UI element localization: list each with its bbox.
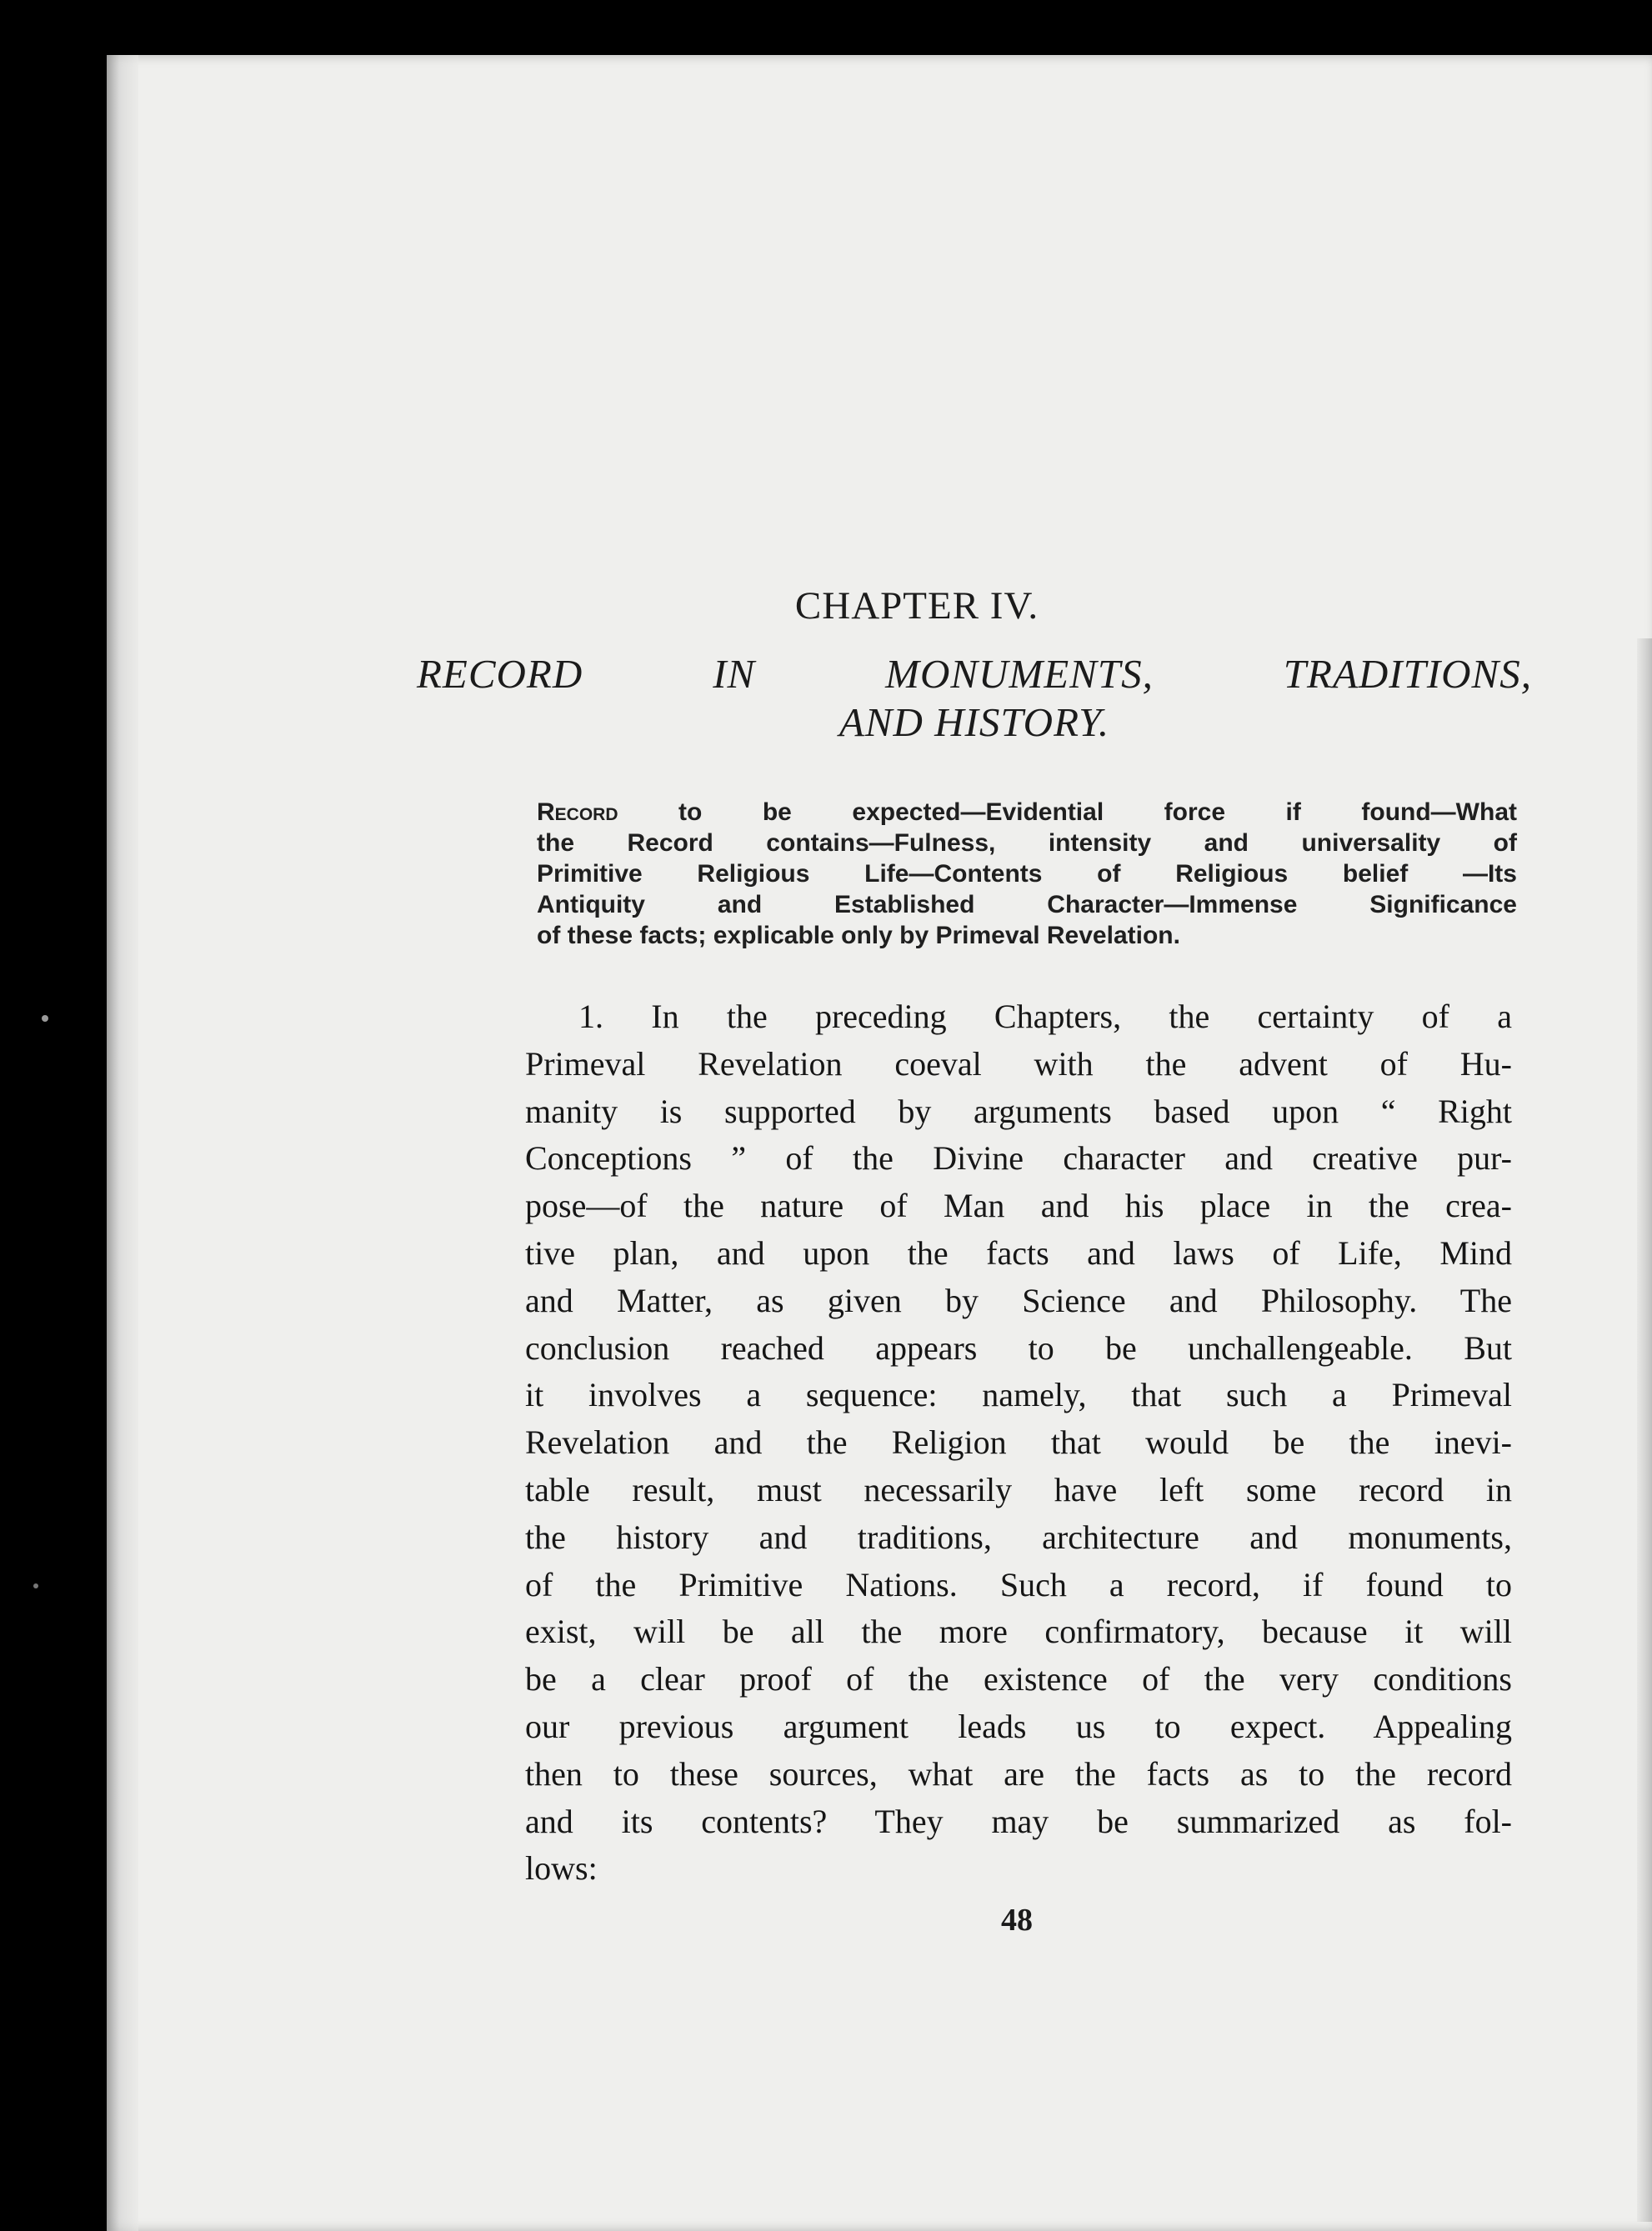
body-line: then to these sources, what are the facts as to the record bbox=[525, 1754, 1512, 1793]
summary-line bbox=[537, 828, 1517, 858]
body-line: Revelation and the Religion that would be the inevi- bbox=[525, 1423, 1512, 1462]
chapter-title-line-1 bbox=[417, 650, 1532, 698]
summary-line-text: to be expected—Evidential force if found—What bbox=[618, 798, 1517, 826]
summary-line-text: of these facts; explicable only by Primeval Revelation. bbox=[537, 922, 1180, 949]
chapter-summary bbox=[537, 797, 1517, 951]
summary-line bbox=[537, 889, 1517, 920]
body-line: lows: bbox=[525, 1849, 598, 1888]
chapter-title-line-2: AND HISTORY. bbox=[839, 699, 1110, 745]
body-line: exist, will be all the more confirmatory, because it will bbox=[525, 1613, 1512, 1651]
chapter-title bbox=[417, 650, 1532, 747]
body-line: be a clear proof of the existence of the very conditions bbox=[525, 1660, 1512, 1698]
body-line: manity is supported by arguments based upon “ Right bbox=[525, 1092, 1512, 1130]
summary-line-text: the Record contains—Fulness, intensity and universality of bbox=[537, 829, 1517, 857]
body-line: Conceptions ” of the Divine character and creative pur- bbox=[525, 1139, 1512, 1178]
body-line: our previous argument leads us to expect. Appealing bbox=[525, 1707, 1512, 1745]
body-line: and its contents? They may be summarized as fol- bbox=[525, 1802, 1512, 1840]
page-outer-edge bbox=[1637, 638, 1652, 2222]
page-number: 48 bbox=[1001, 1903, 1033, 1938]
scan-speck bbox=[42, 1015, 48, 1022]
body-line: of the Primitive Nations. Such a record, if found to bbox=[525, 1565, 1512, 1603]
summary-lead-word: Record bbox=[537, 798, 618, 826]
body-line: the history and traditions, architecture and monuments, bbox=[525, 1518, 1512, 1556]
chapter-title-word: MONUMENTS, bbox=[885, 651, 1154, 697]
chapter-title-word: TRADITIONS, bbox=[1283, 651, 1532, 697]
body-line: 1. In the preceding Chapters, the certainty of a bbox=[578, 998, 1512, 1035]
summary-line bbox=[537, 797, 1517, 828]
chapter-heading: CHAPTER IV. bbox=[794, 584, 1039, 628]
chapter-title-word: IN bbox=[713, 651, 756, 697]
body-line: Primeval Revelation coeval with the advent of Hu- bbox=[525, 1044, 1512, 1083]
body-paragraph bbox=[525, 993, 1512, 1893]
body-line: it involves a sequence: namely, that such a Primeval bbox=[525, 1376, 1512, 1414]
body-line: table result, must necessarily have left some record in bbox=[525, 1470, 1512, 1508]
summary-line-text: Antiquity and Established Character—Immense Significance bbox=[537, 891, 1517, 918]
body-line: conclusion reached appears to be unchallengeable. But bbox=[525, 1328, 1512, 1367]
page-binding-edge bbox=[107, 55, 138, 2231]
scan-speck bbox=[33, 1583, 38, 1588]
body-line: and Matter, as given by Science and Philosophy. The bbox=[525, 1281, 1512, 1319]
chapter-title-word: RECORD bbox=[417, 651, 583, 697]
summary-line bbox=[537, 858, 1517, 889]
summary-line-text: Primitive Religious Life—Contents of Religious belief —Its bbox=[537, 860, 1517, 888]
summary-line bbox=[537, 920, 1517, 951]
body-line: tive plan, and upon the facts and laws of Life, Mind bbox=[525, 1233, 1512, 1272]
body-line: pose—of the nature of Man and his place in the crea- bbox=[525, 1187, 1512, 1225]
